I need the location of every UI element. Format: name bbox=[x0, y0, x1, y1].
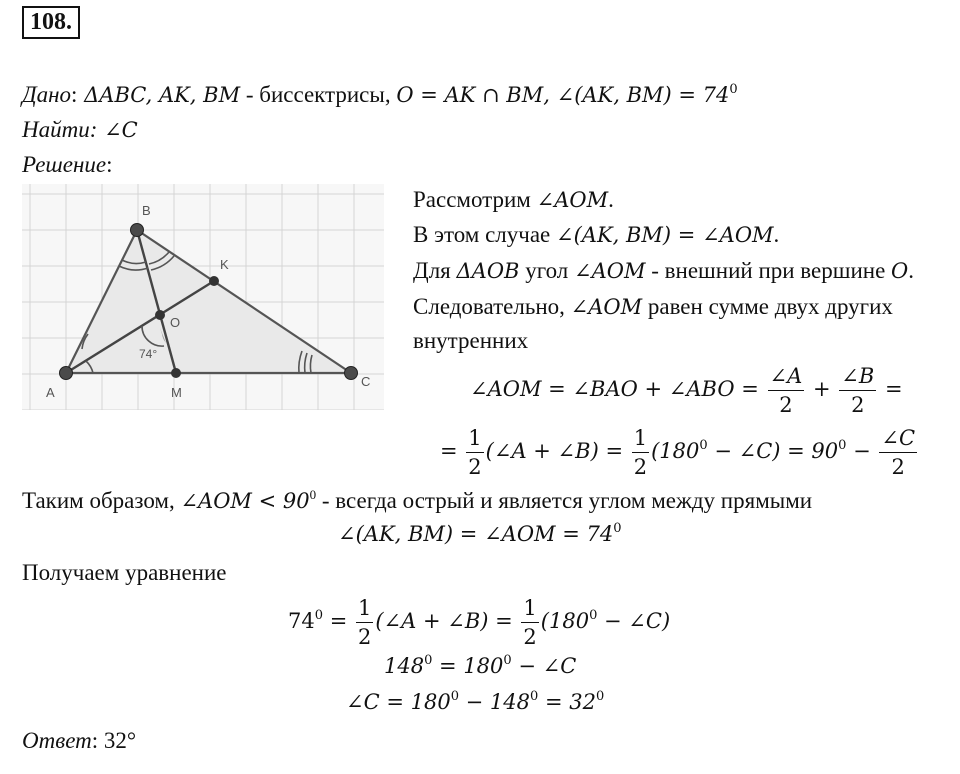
for-math-triangle: ΔAOB bbox=[456, 259, 520, 283]
consider-text: Рассмотрим bbox=[413, 187, 537, 212]
step-exterior-angle bbox=[413, 258, 914, 284]
conclusion-math-1: ∠AOM < 90 bbox=[180, 489, 310, 513]
point-c bbox=[345, 367, 358, 380]
eb-l2a: 148 bbox=[384, 654, 425, 678]
eq2-mid2b: − ∠C) = 90 bbox=[707, 439, 839, 463]
step-hence-continued: внутренних bbox=[413, 328, 529, 353]
find-value: ∠C bbox=[104, 118, 138, 142]
eq1-frac-a-num: ∠A bbox=[768, 362, 805, 391]
case-math: ∠(AK, BM) = ∠AOM bbox=[556, 223, 774, 247]
point-a bbox=[60, 367, 73, 380]
eb-l3c: = 32 bbox=[538, 690, 596, 714]
given-triangle: ΔABC, AK, BM bbox=[84, 83, 241, 107]
step-consider bbox=[413, 187, 614, 213]
triangle-figure bbox=[22, 184, 384, 410]
label-a: A bbox=[46, 385, 55, 400]
eb-l1e: − ∠C) bbox=[597, 609, 671, 633]
eq2-start: = bbox=[440, 439, 465, 463]
consider-dot: . bbox=[608, 187, 614, 212]
point-o bbox=[155, 310, 165, 320]
eb-l1-frac1-num: 1 bbox=[356, 594, 373, 623]
equation-block-line-2 bbox=[384, 654, 576, 678]
eq1-left: ∠AOM = ∠BAO + ∠ABO = bbox=[470, 377, 766, 401]
eb-l3-deg-2: 0 bbox=[530, 689, 539, 704]
answer-label: Ответ bbox=[22, 728, 92, 753]
conclusion-deg-1: 0 bbox=[309, 487, 317, 502]
eb-l2c: − ∠C bbox=[511, 654, 577, 678]
eb-l1-deg-1: 0 bbox=[314, 608, 324, 623]
conclusion-equation bbox=[338, 522, 622, 546]
eb-l1-frac2-num: 1 bbox=[521, 594, 538, 623]
for-text-angle: угол bbox=[519, 258, 575, 283]
point-k bbox=[209, 276, 219, 286]
label-b: B bbox=[142, 203, 151, 218]
label-c: C bbox=[361, 374, 371, 389]
point-b bbox=[131, 224, 144, 237]
conclusion-text-1: Таким образом, bbox=[22, 488, 181, 513]
label-m: M bbox=[171, 385, 182, 400]
eb-l1b: = bbox=[323, 609, 354, 633]
eq1-frac-b bbox=[839, 362, 876, 419]
eb-l1-deg-2: 0 bbox=[589, 608, 598, 623]
point-m bbox=[171, 368, 181, 378]
eb-l2b: = 180 bbox=[432, 654, 504, 678]
eq1-frac-b-den: 2 bbox=[851, 393, 865, 417]
eq2-frac3-den: 2 bbox=[891, 455, 905, 479]
eb-l1a: 74 bbox=[288, 609, 315, 633]
given-line bbox=[22, 82, 738, 108]
for-text-vertex: - внешний при вершине bbox=[645, 258, 892, 283]
eq2-mid2c: − bbox=[846, 439, 878, 463]
answer-colon: : bbox=[91, 728, 99, 753]
label-angle-74: 74° bbox=[139, 347, 158, 361]
eq2-frac2-num: 1 bbox=[632, 424, 649, 453]
conclusion-text-2: - всегда острый и является углом между прямыми bbox=[316, 488, 813, 513]
for-text: Для bbox=[413, 258, 457, 283]
eq2-mid2a: (180 bbox=[651, 439, 700, 463]
solution-label-text: Решение bbox=[22, 152, 107, 177]
eq1-frac-b-num: ∠B bbox=[839, 362, 876, 391]
eq1-end: = bbox=[878, 377, 903, 401]
eb-l1-frac2-den: 2 bbox=[523, 625, 537, 649]
conclusion-line-2: ∠(AK, BM) = ∠AOM = 74 bbox=[338, 522, 614, 546]
for-math-angle: ∠AOM bbox=[574, 259, 646, 283]
eb-l3-deg-1: 0 bbox=[450, 689, 459, 704]
eb-l1c: (∠A + ∠B) = bbox=[375, 609, 520, 633]
eb-l3a: ∠C = 180 bbox=[346, 690, 451, 714]
for-dot: . bbox=[908, 258, 914, 283]
given-degree: 0 bbox=[729, 82, 738, 97]
consider-math: ∠AOM bbox=[536, 188, 609, 212]
equation-block-line-3 bbox=[346, 690, 604, 714]
given-intersection: O = AK ∩ BM, ∠(AK, BM) = 74 bbox=[396, 83, 730, 107]
eb-l1d: (180 bbox=[540, 609, 590, 633]
label-k: K bbox=[220, 257, 229, 272]
given-bisectors-text: - биссектрисы, bbox=[240, 82, 397, 107]
eb-l1-frac-2 bbox=[521, 594, 538, 651]
solution-label bbox=[22, 152, 113, 178]
eb-l2-deg-2: 0 bbox=[503, 653, 512, 668]
equation-2 bbox=[440, 424, 919, 481]
case-text: В этом случае bbox=[413, 222, 556, 247]
eq2-frac1-num: 1 bbox=[466, 424, 483, 453]
eq2-frac-half-2 bbox=[632, 424, 649, 481]
for-math-vertex: O bbox=[891, 259, 909, 283]
eb-l1-frac-1 bbox=[356, 594, 373, 651]
step-hence bbox=[413, 294, 893, 320]
eq2-deg-2: 0 bbox=[838, 438, 847, 453]
given-label: Дано bbox=[22, 82, 72, 107]
conclusion-deg-2: 0 bbox=[613, 521, 622, 536]
find-label: Найти: bbox=[22, 117, 98, 142]
answer-value: 32° bbox=[98, 728, 137, 753]
hence-text: Следовательно, bbox=[413, 294, 571, 319]
eq1-plus: + bbox=[806, 377, 838, 401]
eq1-frac-a bbox=[768, 362, 805, 419]
eb-l2-deg-1: 0 bbox=[424, 653, 433, 668]
hence-math: ∠AOM bbox=[570, 295, 643, 319]
equation-1 bbox=[470, 362, 903, 419]
eq2-deg-1: 0 bbox=[699, 438, 708, 453]
given-colon: : bbox=[71, 82, 78, 107]
eq2-mid1: (∠A + ∠B) = bbox=[485, 439, 630, 463]
case-dot: . bbox=[773, 222, 780, 247]
find-line bbox=[22, 117, 138, 143]
equation-block-line-1 bbox=[288, 594, 670, 651]
problem-number: 108. bbox=[22, 6, 80, 39]
eb-l1-frac1-den: 2 bbox=[357, 625, 372, 649]
eb-l3-deg-3: 0 bbox=[595, 689, 605, 704]
label-o: O bbox=[170, 315, 181, 330]
solution-colon: : bbox=[106, 152, 113, 177]
step-case bbox=[413, 222, 779, 248]
eq2-frac2-den: 2 bbox=[633, 455, 648, 479]
eb-l3b: − 148 bbox=[458, 690, 531, 714]
conclusion-line bbox=[22, 488, 812, 514]
hence-text-2: равен сумме двух других bbox=[642, 294, 893, 319]
equation-intro: Получаем уравнение bbox=[22, 560, 227, 585]
eq1-frac-a-den: 2 bbox=[779, 393, 793, 417]
eq2-frac3-num: ∠C bbox=[879, 424, 917, 453]
eq2-frac-half-1 bbox=[466, 424, 483, 481]
answer-line bbox=[22, 728, 136, 754]
eq2-frac-c bbox=[879, 424, 917, 481]
eq2-frac1-den: 2 bbox=[468, 455, 482, 479]
